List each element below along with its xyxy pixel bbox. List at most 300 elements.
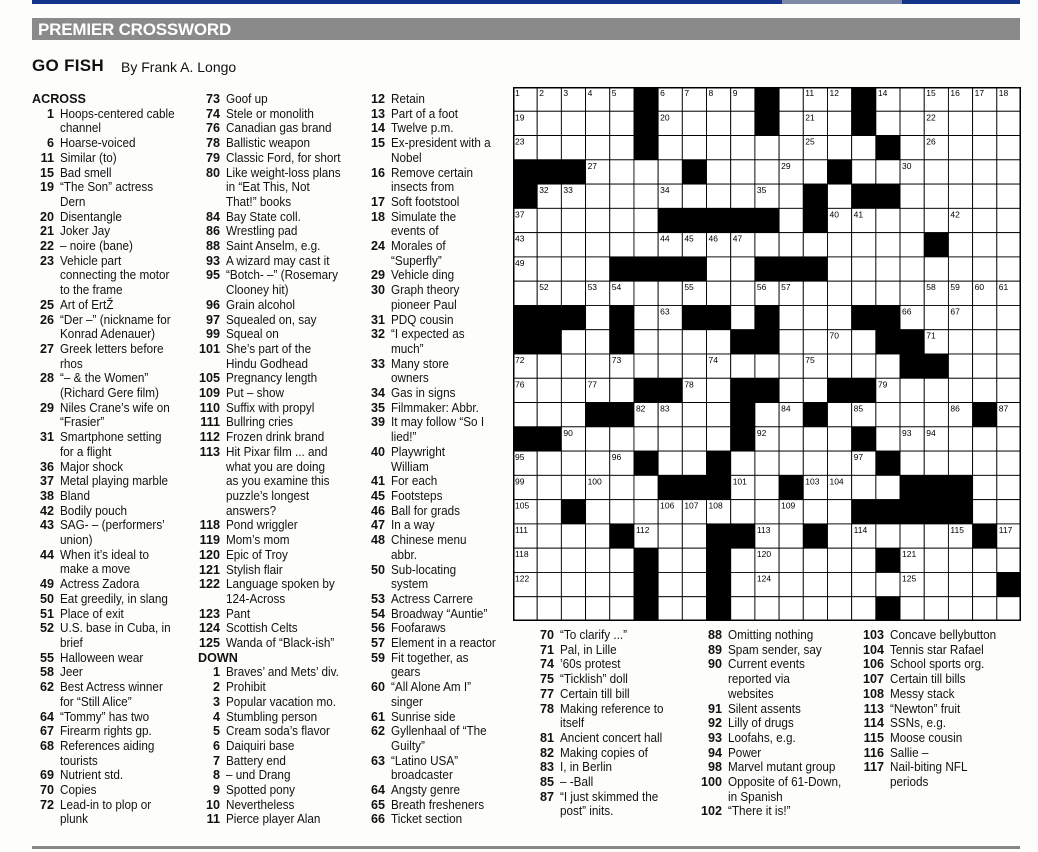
- grid-cell[interactable]: [561, 548, 585, 572]
- grid-cell[interactable]: [997, 451, 1021, 475]
- grid-cell[interactable]: [586, 233, 610, 257]
- grid-cell[interactable]: [827, 136, 851, 160]
- grid-cell[interactable]: [924, 208, 948, 232]
- grid-cell[interactable]: [924, 160, 948, 184]
- grid-cell[interactable]: [658, 548, 682, 572]
- grid-cell[interactable]: [973, 208, 997, 232]
- grid-cell[interactable]: [634, 475, 658, 499]
- grid-cell-number: 121: [902, 549, 917, 560]
- grid-cell[interactable]: [948, 111, 972, 135]
- grid-cell[interactable]: [586, 330, 610, 354]
- grid-cell[interactable]: [707, 160, 731, 184]
- grid-cell[interactable]: [610, 378, 634, 402]
- grid-cell[interactable]: [827, 281, 851, 305]
- grid-cell[interactable]: [707, 281, 731, 305]
- grid-cell[interactable]: [586, 354, 610, 378]
- grid-cell[interactable]: [537, 136, 561, 160]
- clue-line: [32, 504, 200, 519]
- grid-cell[interactable]: [779, 305, 803, 329]
- grid-cell[interactable]: [658, 451, 682, 475]
- grid-cell[interactable]: [634, 233, 658, 257]
- grid-cell[interactable]: [779, 597, 803, 621]
- grid-cell[interactable]: [997, 305, 1021, 329]
- grid-cell[interactable]: [852, 281, 876, 305]
- grid-cell[interactable]: [948, 160, 972, 184]
- grid-cell[interactable]: [997, 208, 1021, 232]
- grid-cell[interactable]: [586, 427, 610, 451]
- crossword-grid[interactable]: [513, 87, 1021, 621]
- grid-cell[interactable]: [537, 257, 561, 281]
- grid-cell-number: 36: [877, 185, 888, 196]
- grid-cell[interactable]: [948, 184, 972, 208]
- grid-cell[interactable]: [827, 451, 851, 475]
- grid-cell[interactable]: [900, 451, 924, 475]
- grid-cell[interactable]: [634, 354, 658, 378]
- grid-cell-number: 19: [515, 112, 525, 123]
- grid-cell[interactable]: [634, 330, 658, 354]
- clue-line: [363, 401, 513, 416]
- grid-cell[interactable]: [561, 403, 585, 427]
- clue-number: 7: [212, 753, 220, 768]
- grid-cell[interactable]: [731, 160, 755, 184]
- grid-cell[interactable]: [876, 160, 900, 184]
- grid-cell[interactable]: [537, 403, 561, 427]
- grid-black-square: [876, 136, 900, 160]
- grid-cell[interactable]: [876, 111, 900, 135]
- grid-cell[interactable]: [900, 257, 924, 281]
- grid-cell[interactable]: [803, 378, 827, 402]
- grid-cell[interactable]: [948, 597, 972, 621]
- grid-cell[interactable]: [900, 281, 924, 305]
- grid-cell[interactable]: [561, 524, 585, 548]
- grid-cell[interactable]: [827, 257, 851, 281]
- grid-cell[interactable]: [731, 451, 755, 475]
- grid-cell[interactable]: [610, 500, 634, 524]
- grid-cell[interactable]: [827, 597, 851, 621]
- grid-cell[interactable]: [610, 572, 634, 596]
- grid-cell[interactable]: [852, 160, 876, 184]
- grid-cell[interactable]: [586, 305, 610, 329]
- grid-black-square: [610, 524, 634, 548]
- grid-cell[interactable]: [537, 354, 561, 378]
- grid-cell[interactable]: [803, 597, 827, 621]
- grid-cell[interactable]: [900, 524, 924, 548]
- grid-cell[interactable]: [997, 475, 1021, 499]
- grid-cell[interactable]: [731, 354, 755, 378]
- grid-cell[interactable]: [537, 572, 561, 596]
- grid-cell[interactable]: [803, 500, 827, 524]
- grid-cell[interactable]: [731, 136, 755, 160]
- grid-cell[interactable]: [682, 330, 706, 354]
- grid-cell[interactable]: [948, 572, 972, 596]
- grid-cell[interactable]: [731, 500, 755, 524]
- grid-cell[interactable]: [973, 305, 997, 329]
- grid-cell[interactable]: [900, 597, 924, 621]
- grid-cell[interactable]: [682, 184, 706, 208]
- grid-cell[interactable]: [779, 208, 803, 232]
- grid-cell[interactable]: [537, 208, 561, 232]
- grid-cell[interactable]: [876, 524, 900, 548]
- grid-cell[interactable]: [682, 524, 706, 548]
- grid-cell[interactable]: [537, 500, 561, 524]
- grid-cell[interactable]: [876, 257, 900, 281]
- grid-cell[interactable]: [924, 257, 948, 281]
- grid-cell[interactable]: [610, 160, 634, 184]
- grid-cell[interactable]: [827, 500, 851, 524]
- grid-cell[interactable]: [658, 427, 682, 451]
- grid-cell[interactable]: [731, 305, 755, 329]
- grid-cell[interactable]: [779, 330, 803, 354]
- grid-cell[interactable]: [973, 111, 997, 135]
- grid-cell[interactable]: [948, 427, 972, 451]
- grid-cell[interactable]: [924, 403, 948, 427]
- grid-cell[interactable]: [610, 548, 634, 572]
- grid-cell[interactable]: [537, 548, 561, 572]
- grid-cell[interactable]: [973, 572, 997, 596]
- grid-cell-number: 64: [853, 306, 864, 317]
- grid-cell[interactable]: [948, 354, 972, 378]
- grid-cell[interactable]: [610, 136, 634, 160]
- grid-cell[interactable]: [634, 184, 658, 208]
- grid-cell[interactable]: [997, 233, 1021, 257]
- clue-number: 12: [370, 92, 385, 106]
- clue-line: [32, 812, 200, 827]
- grid-cell[interactable]: [586, 136, 610, 160]
- grid-cell[interactable]: [658, 136, 682, 160]
- clue-number: 71: [539, 642, 554, 657]
- grid-cell[interactable]: [948, 257, 972, 281]
- grid-cell[interactable]: [997, 160, 1021, 184]
- grid-black-square: [634, 597, 658, 621]
- grid-cell[interactable]: [924, 184, 948, 208]
- grid-cell[interactable]: [634, 500, 658, 524]
- grid-cell[interactable]: [682, 111, 706, 135]
- grid-cell[interactable]: [973, 597, 997, 621]
- grid-cell[interactable]: [682, 354, 706, 378]
- clue-text: Lilly of drugs: [728, 716, 794, 731]
- grid-cell[interactable]: [634, 281, 658, 305]
- grid-cell[interactable]: [997, 111, 1021, 135]
- grid-cell[interactable]: [900, 403, 924, 427]
- grid-cell[interactable]: [731, 597, 755, 621]
- grid-cell[interactable]: [586, 208, 610, 232]
- grid-cell[interactable]: [876, 354, 900, 378]
- grid-cell[interactable]: [586, 524, 610, 548]
- grid-cell[interactable]: [707, 257, 731, 281]
- grid-cell-number: 88: [515, 427, 525, 438]
- clue-text: “There it is!”: [728, 804, 791, 819]
- grid-cell[interactable]: [852, 233, 876, 257]
- grid-cell[interactable]: [876, 572, 900, 596]
- grid-cell[interactable]: [973, 475, 997, 499]
- grid-cell[interactable]: [755, 354, 779, 378]
- grid-cell[interactable]: [561, 475, 585, 499]
- grid-cell[interactable]: [827, 354, 851, 378]
- grid-cell[interactable]: [779, 572, 803, 596]
- grid-cell[interactable]: [997, 427, 1021, 451]
- grid-cell[interactable]: [586, 548, 610, 572]
- grid-cell[interactable]: [924, 524, 948, 548]
- grid-cell[interactable]: [731, 111, 755, 135]
- grid-cell[interactable]: [997, 597, 1021, 621]
- grid-cell[interactable]: [779, 136, 803, 160]
- grid-cell[interactable]: [900, 208, 924, 232]
- grid-cell[interactable]: [948, 233, 972, 257]
- grid-cell[interactable]: [852, 330, 876, 354]
- grid-cell[interactable]: [779, 87, 803, 111]
- grid-cell[interactable]: [682, 572, 706, 596]
- grid-cell[interactable]: [779, 524, 803, 548]
- grid-cell[interactable]: [948, 548, 972, 572]
- grid-cell-number: 17: [974, 88, 985, 98]
- grid-black-square: [561, 305, 585, 329]
- grid-cell[interactable]: [634, 160, 658, 184]
- clue-text: In a way: [391, 518, 435, 533]
- grid-cell[interactable]: [561, 354, 585, 378]
- clue-number: 109: [198, 386, 220, 401]
- grid-cell[interactable]: [924, 305, 948, 329]
- grid-cell[interactable]: [997, 330, 1021, 354]
- grid-cell[interactable]: [852, 136, 876, 160]
- grid-cell[interactable]: [924, 572, 948, 596]
- grid-cell[interactable]: [755, 451, 779, 475]
- grid-cell[interactable]: [997, 354, 1021, 378]
- grid-cell[interactable]: [707, 330, 731, 354]
- grid-cell-number: 120: [756, 549, 772, 560]
- grid-cell[interactable]: [537, 451, 561, 475]
- grid-cell[interactable]: [973, 330, 997, 354]
- grid-cell[interactable]: [973, 160, 997, 184]
- grid-cell[interactable]: [682, 136, 706, 160]
- grid-cell[interactable]: [561, 233, 585, 257]
- grid-cell[interactable]: [973, 257, 997, 281]
- grid-cell[interactable]: [827, 111, 851, 135]
- grid-cell[interactable]: [827, 305, 851, 329]
- clue-number: 78: [205, 136, 220, 151]
- grid-cell[interactable]: [586, 572, 610, 596]
- grid-cell[interactable]: [924, 378, 948, 402]
- grid-cell[interactable]: [900, 233, 924, 257]
- grid-cell[interactable]: [973, 233, 997, 257]
- grid-cell[interactable]: [610, 111, 634, 135]
- grid-cell[interactable]: [586, 184, 610, 208]
- clue-text: Stele or monolith: [226, 106, 314, 121]
- grid-cell[interactable]: [948, 136, 972, 160]
- grid-cell[interactable]: [900, 136, 924, 160]
- grid-cell[interactable]: [997, 257, 1021, 281]
- grid-cell[interactable]: [586, 451, 610, 475]
- grid-cell[interactable]: [827, 184, 851, 208]
- grid-cell[interactable]: [997, 184, 1021, 208]
- grid-cell[interactable]: [803, 281, 827, 305]
- grid-cell[interactable]: [948, 378, 972, 402]
- grid-cell[interactable]: [973, 451, 997, 475]
- grid-cell[interactable]: [513, 403, 537, 427]
- grid-cell[interactable]: [634, 305, 658, 329]
- grid-cell[interactable]: [755, 233, 779, 257]
- grid-cell[interactable]: [973, 548, 997, 572]
- clue-text: Moose cousin: [890, 730, 963, 745]
- grid-cell[interactable]: [561, 572, 585, 596]
- grid-cell[interactable]: [827, 548, 851, 572]
- grid-cell[interactable]: [537, 378, 561, 402]
- grid-cell[interactable]: [634, 427, 658, 451]
- grid-cell[interactable]: [973, 136, 997, 160]
- clue-number: 31: [370, 312, 385, 327]
- grid-cell[interactable]: [779, 111, 803, 135]
- grid-cell[interactable]: [586, 111, 610, 135]
- grid-cell-number: 43: [515, 233, 525, 244]
- grid-cell[interactable]: [634, 208, 658, 232]
- grid-cell[interactable]: [707, 184, 731, 208]
- grid-cell[interactable]: [731, 548, 755, 572]
- grid-cell[interactable]: [610, 475, 634, 499]
- grid-cell[interactable]: [997, 136, 1021, 160]
- grid-cell[interactable]: [779, 451, 803, 475]
- grid-cell[interactable]: [755, 597, 779, 621]
- grid-cell[interactable]: [924, 548, 948, 572]
- grid-cell[interactable]: [779, 233, 803, 257]
- grid-cell[interactable]: [948, 451, 972, 475]
- grid-cell[interactable]: [852, 597, 876, 621]
- grid-cell[interactable]: [803, 572, 827, 596]
- grid-cell[interactable]: [586, 597, 610, 621]
- grid-cell[interactable]: [513, 281, 537, 305]
- grid-cell[interactable]: [779, 184, 803, 208]
- grid-cell[interactable]: [852, 257, 876, 281]
- grid-cell[interactable]: [803, 160, 827, 184]
- grid-cell[interactable]: [682, 451, 706, 475]
- grid-cell[interactable]: [900, 378, 924, 402]
- grid-cell[interactable]: [658, 281, 682, 305]
- grid-cell[interactable]: [682, 403, 706, 427]
- grid-cell[interactable]: [731, 257, 755, 281]
- grid-cell[interactable]: [852, 572, 876, 596]
- grid-cell[interactable]: [997, 378, 1021, 402]
- grid-cell[interactable]: [973, 184, 997, 208]
- grid-cell[interactable]: [707, 111, 731, 135]
- grid-cell[interactable]: [924, 451, 948, 475]
- grid-cell[interactable]: [924, 597, 948, 621]
- grid-cell[interactable]: [682, 548, 706, 572]
- grid-cell[interactable]: [755, 160, 779, 184]
- grid-cell[interactable]: [561, 136, 585, 160]
- grid-cell[interactable]: [876, 427, 900, 451]
- grid-cell[interactable]: [876, 208, 900, 232]
- grid-cell[interactable]: [537, 111, 561, 135]
- grid-cell[interactable]: [658, 330, 682, 354]
- grid-cell[interactable]: [779, 427, 803, 451]
- grid-cell[interactable]: [827, 572, 851, 596]
- grid-cell[interactable]: [755, 475, 779, 499]
- grid-cell[interactable]: [610, 184, 634, 208]
- grid-cell[interactable]: [610, 597, 634, 621]
- grid-cell[interactable]: [682, 597, 706, 621]
- grid-cell[interactable]: [513, 597, 537, 621]
- grid-cell[interactable]: [731, 184, 755, 208]
- grid-cell[interactable]: [610, 208, 634, 232]
- grid-cell[interactable]: [755, 500, 779, 524]
- grid-cell[interactable]: [948, 330, 972, 354]
- grid-cell[interactable]: [900, 87, 924, 111]
- clue-number: 107: [862, 672, 884, 687]
- grid-cell[interactable]: [707, 378, 731, 402]
- grid-cell[interactable]: [561, 378, 585, 402]
- grid-cell[interactable]: [852, 548, 876, 572]
- grid-cell[interactable]: [658, 354, 682, 378]
- grid-cell[interactable]: [658, 160, 682, 184]
- grid-cell[interactable]: [803, 548, 827, 572]
- grid-cell[interactable]: [586, 257, 610, 281]
- grid-cell[interactable]: [876, 233, 900, 257]
- grid-cell[interactable]: [755, 403, 779, 427]
- grid-cell[interactable]: [973, 500, 997, 524]
- grid-cell[interactable]: [610, 427, 634, 451]
- grid-cell[interactable]: [973, 354, 997, 378]
- grid-cell[interactable]: [900, 184, 924, 208]
- grid-cell[interactable]: [658, 597, 682, 621]
- grid-cell[interactable]: [537, 233, 561, 257]
- grid-cell[interactable]: [537, 475, 561, 499]
- grid-cell[interactable]: [779, 378, 803, 402]
- grid-cell[interactable]: [755, 136, 779, 160]
- grid-cell[interactable]: [803, 427, 827, 451]
- grid-cell[interactable]: [561, 597, 585, 621]
- grid-cell[interactable]: [827, 524, 851, 548]
- grid-cell[interactable]: [658, 572, 682, 596]
- grid-cell[interactable]: [561, 281, 585, 305]
- grid-cell[interactable]: [973, 427, 997, 451]
- grid-cell[interactable]: [779, 354, 803, 378]
- grid-cell[interactable]: [561, 111, 585, 135]
- grid-cell[interactable]: [803, 451, 827, 475]
- grid-cell[interactable]: [803, 330, 827, 354]
- grid-cell[interactable]: [537, 597, 561, 621]
- grid-cell[interactable]: [803, 233, 827, 257]
- grid-cell[interactable]: [731, 572, 755, 596]
- grid-cell[interactable]: [876, 403, 900, 427]
- grid-cell[interactable]: [731, 281, 755, 305]
- grid-cell[interactable]: [852, 475, 876, 499]
- grid-cell[interactable]: [997, 500, 1021, 524]
- grid-cell[interactable]: [827, 403, 851, 427]
- grid-cell[interactable]: [900, 111, 924, 135]
- grid-cell[interactable]: [682, 427, 706, 451]
- grid-cell[interactable]: [827, 427, 851, 451]
- grid-cell[interactable]: [561, 257, 585, 281]
- grid-cell[interactable]: [876, 281, 900, 305]
- grid-cell[interactable]: [586, 500, 610, 524]
- grid-cell[interactable]: [537, 524, 561, 548]
- grid-cell[interactable]: [610, 233, 634, 257]
- grid-cell[interactable]: [561, 451, 585, 475]
- grid-cell[interactable]: [707, 427, 731, 451]
- grid-cell[interactable]: [707, 403, 731, 427]
- grid-cell[interactable]: [997, 548, 1021, 572]
- clue-number: 101: [198, 341, 220, 356]
- grid-cell[interactable]: [707, 136, 731, 160]
- grid-cell[interactable]: [803, 305, 827, 329]
- grid-cell[interactable]: [827, 233, 851, 257]
- grid-black-square: [997, 572, 1021, 596]
- grid-cell[interactable]: [658, 524, 682, 548]
- grid-cell[interactable]: [561, 330, 585, 354]
- grid-cell[interactable]: [561, 208, 585, 232]
- grid-cell[interactable]: [852, 354, 876, 378]
- grid-cell[interactable]: [779, 548, 803, 572]
- grid-cell[interactable]: [876, 475, 900, 499]
- grid-cell[interactable]: [973, 378, 997, 402]
